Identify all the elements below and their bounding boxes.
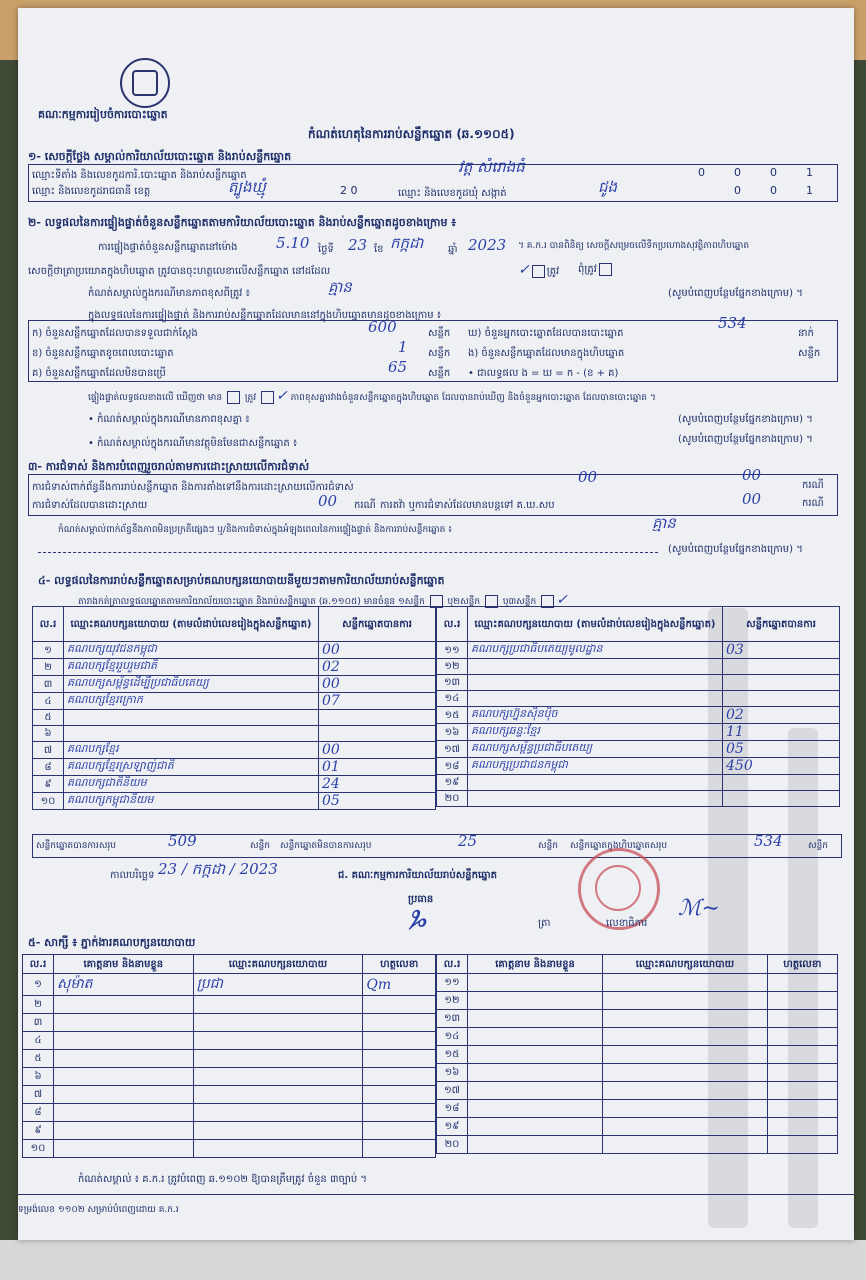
party-votes: 05 <box>723 741 840 758</box>
commune-value: ជូង <box>598 178 618 196</box>
location-label: ឈ្មោះទីតាំង និងលេខកូដការិ.បោះឆ្នោត និងរាប់សន្លឹកឆ្នោត <box>32 170 247 181</box>
witness-signature <box>767 1082 837 1100</box>
witness-signature <box>767 974 837 992</box>
witness-table-left <box>22 954 436 1158</box>
witness-row <box>437 1010 838 1028</box>
party-name <box>468 775 723 791</box>
location-code-3: 0 <box>770 166 777 179</box>
row-number: ១៣ <box>437 675 468 691</box>
section1-heading: ១- សេចក្តីថ្លែង សម្គាល់ការិយាល័យបោះឆ្នោត និងរាប់សន្លឹកឆ្នោត <box>28 150 292 163</box>
seal-opt-ok: ✓ ត្រូវ <box>518 262 560 278</box>
month-value: កក្កដា <box>390 234 424 252</box>
witness-name <box>468 1064 603 1082</box>
verify-time: 5.10 <box>276 234 310 252</box>
witness-name <box>468 1046 603 1064</box>
party-name <box>64 710 319 726</box>
table-row <box>33 726 436 742</box>
party-name: គណបក្សខ្មែរស្រឡាញ់ជាតិ <box>64 759 319 776</box>
party-name: គណបក្សហ្វ៊ុនស៊ិនប៉ិច <box>468 707 723 724</box>
emblem-icon <box>120 58 170 108</box>
signatures-title: ជ. គណៈកម្មការការិយាល័យរាប់សន្លឹកឆ្នោត <box>338 870 498 881</box>
witness-row <box>437 1082 838 1100</box>
col-name: គោត្តនាម និងនាមខ្លួន <box>468 955 603 974</box>
witness-signature <box>767 1028 837 1046</box>
col-party: ឈ្មោះគណបក្សនយោបាយ (តាមលំដាប់លេខរៀងក្នុងសន្លឹកឆ្នោត) <box>64 607 319 642</box>
witness-party <box>193 1068 363 1086</box>
table-row <box>437 691 840 707</box>
row-number: ១២ <box>437 992 468 1010</box>
party-votes <box>723 675 840 691</box>
witness-row <box>23 1086 436 1104</box>
count-ng-label: ឃ) ចំនួនអ្នកបោះឆ្នោតដែលបានបោះឆ្នោត <box>468 328 624 339</box>
col-no: ល.រ <box>437 955 468 974</box>
witness-name <box>54 1140 194 1158</box>
row-number: ១១ <box>437 642 468 659</box>
table-row <box>33 693 436 710</box>
location-code-1: 0 <box>698 166 705 179</box>
section4-sub: តារាងកត់ត្រាលទ្ធផលឆ្នោតតាមការិយាល័យបោះឆ្នោត និងរាប់សន្លឹកឆ្នោត (ឆ.១១០៥) មានចំនួន ១សន្លឹក ឬ២សន្លឹក ឬ៣សន្លឹក ✓ <box>78 592 568 608</box>
table-row <box>437 675 840 691</box>
witness-signature <box>767 1100 837 1118</box>
dashed-line <box>38 552 658 553</box>
row-number: ១៩ <box>437 775 468 791</box>
witness-row <box>437 1136 838 1154</box>
witness-party <box>193 1086 363 1104</box>
total-invalid-value: 25 <box>458 832 478 850</box>
date-label: កាលបរិច្ឆេទ <box>110 870 155 881</box>
party-name: គណបក្សខ្មែររួបរួមជាតិ <box>64 659 319 676</box>
row-number: ៥ <box>33 710 64 726</box>
count-ka-label: ក) ចំនួនសន្លឹកឆ្នោតដែលបានទទួលជាក់ស្តែង <box>32 328 198 339</box>
province-value: ត្បូងឃ្មុំ <box>228 178 266 196</box>
table-row <box>437 642 840 659</box>
count-ko-unit: សន្លឹក <box>428 368 451 379</box>
party-name: គណបក្សខ្មែរ <box>64 742 319 759</box>
totals-box <box>32 834 842 858</box>
commune-code-1: 0 <box>734 184 741 197</box>
row-number: ៤ <box>33 693 64 710</box>
count-ko-value: 65 <box>388 358 408 376</box>
row-number: ១៨ <box>437 758 468 775</box>
table-row <box>437 758 840 775</box>
table-row <box>33 676 436 693</box>
witness-signature <box>363 1068 436 1086</box>
table-row <box>33 742 436 759</box>
objection2-value: 00 <box>318 492 338 510</box>
witness-name <box>468 1010 603 1028</box>
table-row <box>33 642 436 659</box>
witness-row <box>437 1046 838 1064</box>
row-number: ១៩ <box>437 1118 468 1136</box>
witness-signature: Qm <box>363 974 436 996</box>
party-votes: 450 <box>723 758 840 775</box>
witness-row <box>23 1014 436 1032</box>
president-label: ប្រធាន <box>408 894 434 905</box>
row-number: ១៥ <box>437 707 468 724</box>
count-ko-label: គ) ចំនួនសន្លឹកឆ្នោតដែលមិនបានប្រើ <box>32 368 166 379</box>
witness-party <box>193 1122 363 1140</box>
witness-row <box>437 1028 838 1046</box>
table-row <box>33 659 436 676</box>
party-name <box>468 675 723 691</box>
objection1-label: ការជំទាស់ពាក់ព័ន្ធនឹងការរាប់សន្លឹកឆ្នោត និងការតាំងទៅនឹងការដោះស្រាយលើការជំទាស់ <box>32 482 354 493</box>
witness-signature <box>363 1086 436 1104</box>
row-number: ១៤ <box>437 1028 468 1046</box>
party-votes <box>319 710 436 726</box>
witness-row <box>437 992 838 1010</box>
results-table-right <box>436 606 840 807</box>
witness-name <box>468 1028 603 1046</box>
province-label: ឈ្មោះ និងលេខកូដរាជធានី ខេត្ត <box>32 186 151 197</box>
row-number: ១៧ <box>437 1082 468 1100</box>
section2-heading: ២- លទ្ធផលនៃការផ្ទៀងផ្ទាត់ចំនួនសន្លឹកឆ្នោតតាមការិយាល័យបោះឆ្នោត និងរាប់សន្លឹកឆ្នោតដូចខាងក្រោម ៖ <box>28 216 457 229</box>
count-kh-unit: សន្លឹក <box>428 348 451 359</box>
org-name: គណៈកម្មការរៀបចំការបោះឆ្នោត <box>38 108 168 121</box>
note2-hint: (សូមបំពេញបន្ថែមផ្នែកខាងក្រោម) ។ <box>678 434 813 445</box>
witness-name <box>468 1118 603 1136</box>
seal-opt-not-ok: ពុំត្រូវ <box>578 262 614 277</box>
formula: • ជាលទ្ធផល ង = ឃ = ក - (ខ + គ) <box>468 368 619 379</box>
col-party: ឈ្មោះគណបក្សនយោបាយ <box>193 955 363 974</box>
row-number: ១២ <box>437 659 468 675</box>
witness-party <box>193 1014 363 1032</box>
row-number: ៨ <box>33 759 64 776</box>
party-name: គណបក្សប្រជាជនកម្ពុជា <box>468 758 723 775</box>
witness-name <box>54 1086 194 1104</box>
witness-row <box>23 974 436 996</box>
party-name: គណបក្សជាតិនិយម <box>64 776 319 793</box>
witness-signature <box>363 996 436 1014</box>
diff-note-value: គ្មាន <box>328 278 352 296</box>
row-number: ៩ <box>33 776 64 793</box>
party-name <box>468 791 723 807</box>
witness-table-right <box>436 954 838 1154</box>
party-name: គណបក្សសម្ព័ន្ធប្រជាធិបតេយ្យ <box>468 741 723 758</box>
results-intro: ក្នុងលទ្ធផលនៃការផ្ទៀងផ្ទាត់ និងការរាប់សន្លឹកឆ្នោតដែលមាននៅក្នុងហិបឆ្នោតមានដូចខាងក្រោម ៖ <box>88 310 442 321</box>
section5-heading: ៥- សាក្សី ៖ ភ្នាក់ងារគណបក្សនយោបាយ <box>28 936 196 949</box>
commune-code-3: 1 <box>806 184 813 197</box>
witness-name <box>54 1050 194 1068</box>
party-votes: 05 <box>319 793 436 810</box>
party-votes <box>723 775 840 791</box>
party-name: គណបក្សឆន្ទៈខ្មែរ <box>468 724 723 741</box>
witness-name <box>54 1122 194 1140</box>
table-row <box>437 707 840 724</box>
party-votes: 11 <box>723 724 840 741</box>
row-number: ៥ <box>23 1050 54 1068</box>
commune-label: ឈ្មោះ និងលេខកូដឃុំ សង្កាត់ <box>398 188 507 199</box>
witness-signature <box>767 992 837 1010</box>
party-votes: 24 <box>319 776 436 793</box>
party-votes <box>319 726 436 742</box>
total-box-unit: សន្លឹក <box>808 841 828 851</box>
footer-divider <box>18 1194 854 1195</box>
row-number: ៦ <box>33 726 64 742</box>
witness-party: ប្រជា <box>193 974 363 996</box>
witness-row <box>23 1140 436 1158</box>
day-label: ថ្ងៃទី <box>318 244 334 255</box>
witness-row <box>23 1032 436 1050</box>
section4-heading: ៤- លទ្ធផលនៃការរាប់សន្លឹកឆ្នោតសម្រាប់គណបក្សនយោបាយនីមួយៗតាមការិយាល័យរាប់សន្លឹកឆ្នោត <box>38 574 445 587</box>
row-number: ២ <box>33 659 64 676</box>
table-row <box>437 791 840 807</box>
col-no: ល.រ <box>437 607 468 642</box>
count-ka-unit: សន្លឹក <box>428 328 451 339</box>
witness-name <box>468 974 603 992</box>
witness-name <box>468 1100 603 1118</box>
commune-code-2: 0 <box>770 184 777 197</box>
row-number: ៣ <box>23 1014 54 1032</box>
count-kh-label: ខ) ចំនួនសន្លឹកឆ្នោតខូចពេលបោះឆ្នោត <box>32 348 174 359</box>
witness-signature <box>363 1014 436 1032</box>
form-title: កំណត់ហេតុនៃការរាប់សន្លឹកឆ្នោត (ឆ.១១០៥) <box>308 127 515 141</box>
witness-party <box>603 1064 767 1082</box>
location-code-2: 0 <box>734 166 741 179</box>
location-code-4: 1 <box>806 166 813 179</box>
count-ng-unit: នាក់ <box>798 328 814 339</box>
row-number: ១០ <box>33 793 64 810</box>
col-sign: ហត្ថលេខា <box>767 955 837 974</box>
total-valid-label: សន្លឹកឆ្នោតបានការសរុប <box>36 841 116 851</box>
row-number: ៦ <box>23 1068 54 1086</box>
party-votes: 02 <box>319 659 436 676</box>
checkbox-have[interactable] <box>227 391 240 404</box>
section3-heading: ៣- ការជំទាស់ និងការបំពេញរួចរាល់តាមការដោះស្រាយលើការជំទាស់ <box>28 460 310 473</box>
witness-row <box>437 1064 838 1082</box>
party-votes: 02 <box>723 707 840 724</box>
seal-line: សេចក្តីថាត្រាប្រយោគក្នុងហិបឆ្នោត ត្រូវបានចុះហត្ថលេខាលើសន្លឹកឆ្នោត នៅដដែល <box>28 266 331 277</box>
row-number: ១ <box>23 974 54 996</box>
row-number: ១០ <box>23 1140 54 1158</box>
witness-row <box>23 1122 436 1140</box>
witness-party <box>603 1082 767 1100</box>
col-party: ឈ្មោះគណបក្សនយោបាយ <box>603 955 767 974</box>
party-votes <box>723 791 840 807</box>
witness-party <box>193 1032 363 1050</box>
witness-signature <box>363 1122 436 1140</box>
row-number: ១១ <box>437 974 468 992</box>
witness-party <box>603 1010 767 1028</box>
party-name <box>64 726 319 742</box>
diff-note-hint: (សូមបំពេញបន្ថែមផ្នែកខាងក្រោម) ។ <box>668 288 803 299</box>
witness-party <box>193 1140 363 1158</box>
witness-signature <box>363 1104 436 1122</box>
witness-party <box>603 1046 767 1064</box>
witness-name <box>54 996 194 1014</box>
total-box-value: 534 <box>754 832 783 850</box>
table-row <box>437 775 840 791</box>
witness-name <box>468 1082 603 1100</box>
party-votes: 00 <box>319 676 436 693</box>
party-name: គណបក្សសម្ព័ន្ធដើម្បីប្រជាធិបតេយ្យ <box>64 676 319 693</box>
col-votes: សន្លឹកឆ្នោតបានការ <box>319 607 436 642</box>
witness-party <box>603 1100 767 1118</box>
witness-row <box>437 974 838 992</box>
note2-label: • កំណត់សម្គាល់ក្នុងករណីមានវត្ថុមិនមែនជាសន្លឹកឆ្នោត ៖ <box>88 438 298 449</box>
party-votes: 07 <box>319 693 436 710</box>
objection3-label: ការតវ៉ា ឬការជំទាស់ដែលមានបន្តទៅ គ.ឃ.សប <box>380 500 555 511</box>
background-bottom <box>0 1240 866 1280</box>
row-number: ៣ <box>33 676 64 693</box>
row-number: ៩ <box>23 1122 54 1140</box>
party-name <box>468 691 723 707</box>
witness-signature <box>767 1010 837 1028</box>
secretary-label: លេខាធិការ <box>606 918 648 929</box>
col-no: ល.រ <box>33 607 64 642</box>
witness-party <box>603 1136 767 1154</box>
witness-row <box>23 1104 436 1122</box>
table-row <box>33 710 436 726</box>
total-valid-value: 509 <box>168 832 197 850</box>
witness-party <box>193 1104 363 1122</box>
total-box-label: សន្លឹកឆ្នោតក្នុងហិបឆ្នោតសរុប <box>570 841 668 851</box>
table-row <box>33 759 436 776</box>
witness-row <box>437 1100 838 1118</box>
row-number: ១៦ <box>437 1064 468 1082</box>
checkbox-not-ok[interactable] <box>599 263 612 276</box>
location-value: វត្ត សំរោងធំ <box>458 158 525 176</box>
row-number: ៧ <box>33 742 64 759</box>
witness-row <box>23 1050 436 1068</box>
witness-party <box>603 1028 767 1046</box>
witness-party <box>193 996 363 1014</box>
party-votes <box>723 659 840 675</box>
witness-party <box>603 992 767 1010</box>
witness-name <box>54 1014 194 1032</box>
witness-signature <box>363 1140 436 1158</box>
secretary-signature: ℳ∼ <box>678 896 720 921</box>
total-invalid-label: សន្លឹកឆ្នោតមិនបានការសរុប <box>280 841 372 851</box>
count-ch-label: ង) ចំនួនសន្លឹកឆ្នោតដែលមានក្នុងហិបឆ្នោត <box>468 348 625 359</box>
col-party: ឈ្មោះគណបក្សនយោបាយ (តាមលំដាប់លេខរៀងក្នុងសន្លឹកឆ្នោត) <box>468 607 723 642</box>
party-votes: 03 <box>723 642 840 659</box>
witness-row <box>437 1118 838 1136</box>
note1-hint: (សូមបំពេញបន្ថែមផ្នែកខាងក្រោម) ។ <box>678 414 813 425</box>
col-name: គោត្តនាម និងនាមខ្លួន <box>54 955 194 974</box>
irregularity-hint: (សូមបំពេញបន្ថែមផ្នែកខាងក្រោម) ។ <box>668 544 803 555</box>
row-number: ១ <box>33 642 64 659</box>
row-number: ១៣ <box>437 1010 468 1028</box>
date-value: 23 / កក្កដា / 2023 <box>158 860 278 878</box>
col-sign: ហត្ថលេខា <box>363 955 436 974</box>
table-row <box>437 724 840 741</box>
row-number: ២ <box>23 996 54 1014</box>
objection2-label: ការជំទាស់ដែលបានដោះស្រាយ <box>32 500 148 511</box>
count-kh-value: 1 <box>398 338 408 356</box>
witness-party <box>603 974 767 992</box>
row-number: ៤ <box>23 1032 54 1050</box>
diff-note-label: កំណត់សម្គាល់ក្នុងករណីមានភាពខុសពីត្រូវ ៖ <box>88 288 250 299</box>
irregularity-note: កំណត់សម្គាល់ពាក់ព័ន្ធនឹងភាពមិនប្រក្រតីផ្សេងៗ ឬ/និងការជំទាស់ក្នុងអំឡុងពេលនៃការផ្ទៀងផ្ទាត់ និងការរាប់សន្លឹកឆ្នោត ៖ <box>58 525 453 535</box>
check-line: ផ្ទៀងផ្ទាត់លទ្ធផលខាងលើ ឃើញថា មាន ត្រូវ ✓ ភាពខុសគ្នារវាងចំនួនសន្លឹកឆ្នោតក្នុងហិបឆ្នោត ដែលបានរាប់ឃើញ និងចំនួនអ្នកបោះឆ្នោត ដែលបានបោះឆ្នោត ។ <box>88 388 656 404</box>
party-votes: 01 <box>319 759 436 776</box>
month-label: ខែ <box>374 244 384 255</box>
checkbox-ok[interactable] <box>532 265 545 278</box>
note1-label: • កំណត់សម្គាល់ក្នុងករណីមានភាពខុសគ្នា ៖ <box>88 414 250 425</box>
party-name: គណបក្សប្រជាធិបតេយ្យមូលដ្ឋាន <box>468 642 723 659</box>
witness-name <box>468 1136 603 1154</box>
witness-name <box>54 1032 194 1050</box>
row-number: ១៦ <box>437 724 468 741</box>
row-number: ១៧ <box>437 741 468 758</box>
witness-party <box>193 1050 363 1068</box>
year-label: ឆ្នាំ <box>448 244 458 255</box>
witness-signature <box>767 1118 837 1136</box>
form-footer: ទម្រង់លេខ ១១០២ សម្រាប់បំពេញដោយ គ.ក.រ <box>18 1205 179 1215</box>
objection2-unit: ករណី <box>354 500 376 511</box>
year-value: 2023 <box>468 236 507 254</box>
verify-line-label: ការផ្ទៀងផ្ទាត់ចំនួនសន្លឹកឆ្នោតនៅម៉ោង <box>98 242 238 253</box>
row-number: ២០ <box>437 1136 468 1154</box>
witness-signature <box>363 1050 436 1068</box>
witness-name <box>54 1068 194 1086</box>
form-sheet <box>18 8 854 1240</box>
province-code: 2 0 <box>340 184 358 197</box>
objection1-unit: ករណី <box>802 480 824 491</box>
col-votes: សន្លឹកឆ្នោតបានការ <box>723 607 840 642</box>
party-votes: 00 <box>319 742 436 759</box>
table-row <box>33 793 436 810</box>
witness-signature <box>767 1064 837 1082</box>
party-name: គណបក្សកម្ពុជានិយម <box>64 793 319 810</box>
president-signature: Ⰳ <box>408 904 427 934</box>
day-value: 23 <box>348 236 368 254</box>
row-number: ៨ <box>23 1104 54 1122</box>
row-number: ១៤ <box>437 691 468 707</box>
results-table-left <box>32 606 436 810</box>
table-row <box>437 659 840 675</box>
col-no: ល.រ <box>23 955 54 974</box>
objection1-value: 00 <box>578 468 598 486</box>
witness-name <box>54 1104 194 1122</box>
row-number: ៧ <box>23 1086 54 1104</box>
witness-row <box>23 996 436 1014</box>
checkbox-diff[interactable] <box>261 391 274 404</box>
party-name: គណបក្សយុវជនកម្ពុជា <box>64 642 319 659</box>
seal-label: ត្រា <box>538 918 551 929</box>
objection3-unit: ករណី <box>802 498 824 509</box>
irregularity-value: គ្មាន <box>652 514 676 532</box>
witness-name: សុម៉ាត <box>54 974 194 996</box>
party-name: គណបក្សខ្មែរក្រោក <box>64 693 319 710</box>
count-ch-unit: សន្លឹក <box>798 348 821 359</box>
witness-signature <box>363 1032 436 1050</box>
total-invalid-unit: សន្លឹក <box>538 841 558 851</box>
table-row <box>33 776 436 793</box>
witness-signature <box>767 1046 837 1064</box>
objection3-value: 00 <box>742 490 762 508</box>
verify-line-end: ។ គ.ក.រ បានពិនិត្យ សេចក្តីសម្រេចលើទឹកប្រហោងសុវត្ថិភាពហិបឆ្នោត <box>518 241 750 251</box>
objection1-value2: 00 <box>742 466 762 484</box>
witness-signature <box>767 1136 837 1154</box>
count-ka-value: 600 <box>368 318 397 336</box>
party-votes: 00 <box>319 642 436 659</box>
table-row <box>437 741 840 758</box>
count-ng-value: 534 <box>718 314 747 332</box>
footer-note: កំណត់សម្គាល់ ៖ គ.ក.រ ត្រូវបំពេញ ឆ.១១០២ ឱ្យបានត្រឹមត្រូវ ចំនួន ៣ច្បាប់ ។ <box>78 1174 367 1185</box>
row-number: ១៥ <box>437 1046 468 1064</box>
row-number: ២០ <box>437 791 468 807</box>
party-name <box>468 659 723 675</box>
total-valid-unit: សន្លឹក <box>250 841 270 851</box>
row-number: ១៨ <box>437 1100 468 1118</box>
witness-name <box>468 992 603 1010</box>
witness-party <box>603 1118 767 1136</box>
party-votes <box>723 691 840 707</box>
witness-row <box>23 1068 436 1086</box>
